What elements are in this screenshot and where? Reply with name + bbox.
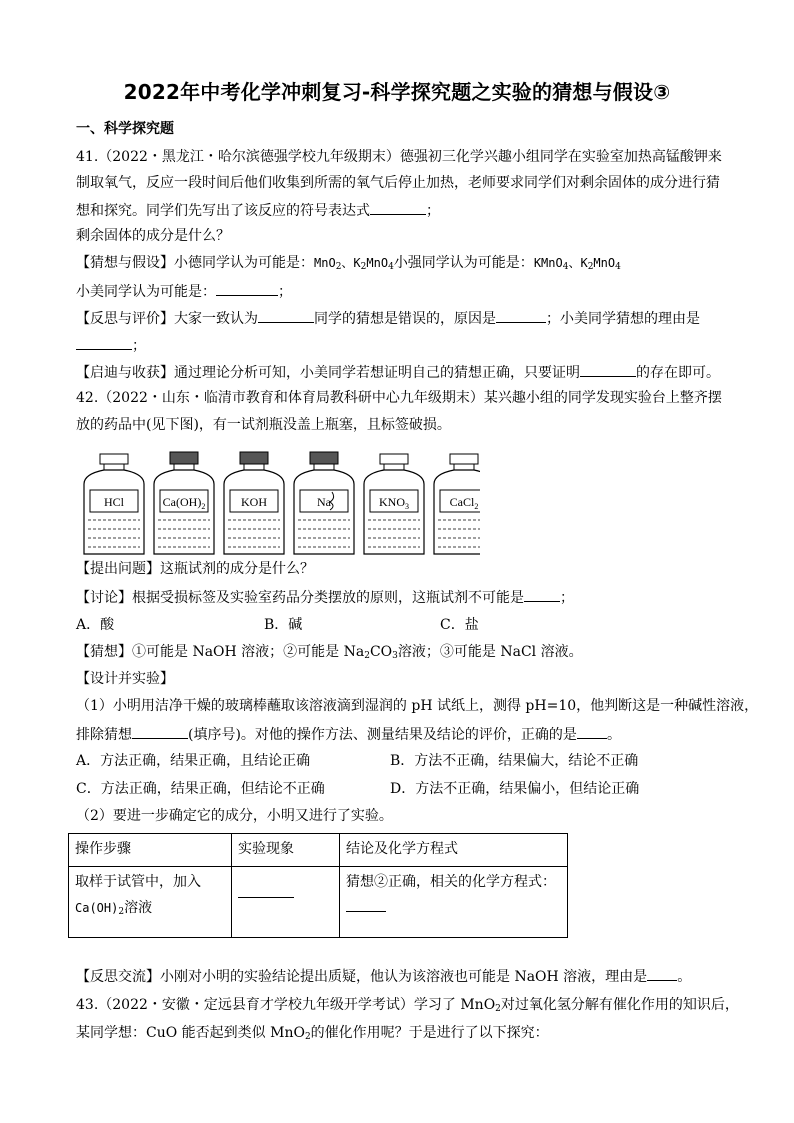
answer-blank[interactable] [577,724,607,739]
q42-discussion: 【讨论】根据受损标签及实验室药品分类摆放的原则，这瓶试剂不可能是 ； [76,587,574,607]
q41-line-8: ； [76,335,146,355]
answer-blank[interactable] [580,362,636,377]
answer-blank[interactable] [76,335,132,350]
table-header: 实验现象 [232,834,340,867]
option-c: C．盐 [440,617,479,633]
table-row [69,867,568,938]
answer-blank[interactable] [258,308,314,323]
answer-blank[interactable] [216,281,278,296]
q41-line-9: 【启迪与收获】通过理论分析可知，小美同学若想证明自己的猜想正确，只要证明 的存在即可。 [76,362,720,382]
q41-line-5: 【猜想与假设】小德同学认为可能是：MnO$_2$、$K_2MnO_4$小强同学认为可能是：KMnO$_4$、$K_2MnO_4$ [76,255,621,272]
answer-blank[interactable] [524,587,560,602]
choice-c: C．方法正确，结果正确，但结论不正确 [76,781,325,797]
reagent-bottle [294,452,354,554]
q42-step1-a: （1）小明用洁净干燥的玻璃棒蘸取该溶液滴到湿润的 pH 试纸上，测得 pH=10，他判断这是一种碱性溶液， [76,698,759,714]
reagent-bottle [84,454,144,554]
q41-line-2: 制取氧气，反应一段时间后他们收集到所需的氧气后停止加热，老师要求同学们对剩余固体的成分进行猜 [76,175,720,191]
choice-d: D．方法不正确，结果偏小，但结论正确 [390,781,640,797]
reagent-bottle [154,452,214,554]
q42-line-2: 放的药品中(见下图)，有一试剂瓶没盖上瓶塞，且标签破损。 [76,417,451,433]
q43-line-1: 43.（2022・安徽・定远县育才学校九年级开学考试）学习了 MnO$_2$对过氧化氢分解有催化作用的知识后， [76,997,739,1014]
reagent-bottle [224,452,284,554]
bottle-label: Na [317,495,331,509]
q42-line-1: 42.（2022・山东・临清市教育和体育局教科研中心九年级期末）某兴趣小组的同学发现实验台上整齐摆 [76,390,722,406]
option-a: A．酸 [76,617,115,633]
q42-guess: 【猜想】①可能是 NaOH 溶液；②可能是 $Na_2CO_3$溶液；③可能是 NaCl 溶液。 [76,644,583,661]
answer-blank[interactable] [238,883,294,898]
q43-line-2: 某同学想：CuO 能否起到类似 MnO$_2$的催化作用呢？于是进行了以下探究： [76,1025,549,1042]
reagent-bottle [434,454,480,554]
q42-question: 【提出问题】这瓶试剂的成分是什么？ [76,561,314,577]
bottle-label: CaCl$_2$ [449,495,479,511]
experiment-table [68,833,568,938]
table-header-row [69,834,568,867]
choice-a: A．方法正确，结果正确，且结论正确 [76,753,311,769]
table-cell-operation: 取样于试管中，加入 $Ca(OH)_2$溶液 [69,867,232,938]
table-header: 结论及化学方程式 [340,834,568,867]
bottle-label: $KNO_3$ [379,495,409,511]
q42-step1-b: 排除猜想 (填序号)。对他的操作方法、测量结果及结论的评价，正确的是 。 [76,724,621,744]
page-title: 2022年中考化学冲刺复习-科学探究题之实验的猜想与假设③ [123,80,671,104]
q41-line-6: 小美同学认为可能是： ； [76,281,292,301]
answer-blank[interactable] [346,897,386,912]
answer-blank[interactable] [496,308,546,323]
bottle-label: $Ca(OH)_2$ [162,495,206,511]
section-heading: 一、科学探究题 [76,121,174,137]
table-cell-conclusion: 猜想②正确，相关的化学方程式： [340,867,568,938]
answer-blank[interactable] [370,200,426,215]
answer-blank[interactable] [647,966,677,981]
q42-step2: （2）要进一步确定它的成分，小明又进行了实验。 [76,808,393,824]
q41-line-4: 剩余固体的成分是什么？ [76,228,230,244]
table-cell-phenomenon [232,867,340,938]
bottle-label: HCl [103,495,125,509]
q41-line-7: 【反思与评价】大家一致认为 同学的猜想是错误的，原因是 ；小美同学猜想的理由是 [76,308,700,328]
q42-reflection: 【反思交流】小刚对小明的实验结论提出质疑，他认为该溶液也可能是 NaOH 溶液，理由是 。 [76,966,691,986]
bottle-label: KOH [241,495,267,509]
q42-design: 【设计并实验】 [76,671,174,687]
answer-blank[interactable] [132,724,188,739]
choice-b: B．方法不正确，结果偏大，结论不正确 [390,753,639,769]
reagent-bottle [364,454,424,554]
table-header: 操作步骤 [69,834,232,867]
q41-line-3: 想和探究。同学们先写出了该反应的符号表达式 ； [76,200,440,220]
option-b: B．碱 [264,617,303,633]
reagent-bottles-figure [80,450,480,560]
q41-line-1: 41.（2022・黑龙江・哈尔滨德强学校九年级期末）德强初三化学兴趣小组同学在实验室加热高锰酸钾来 [76,149,722,165]
